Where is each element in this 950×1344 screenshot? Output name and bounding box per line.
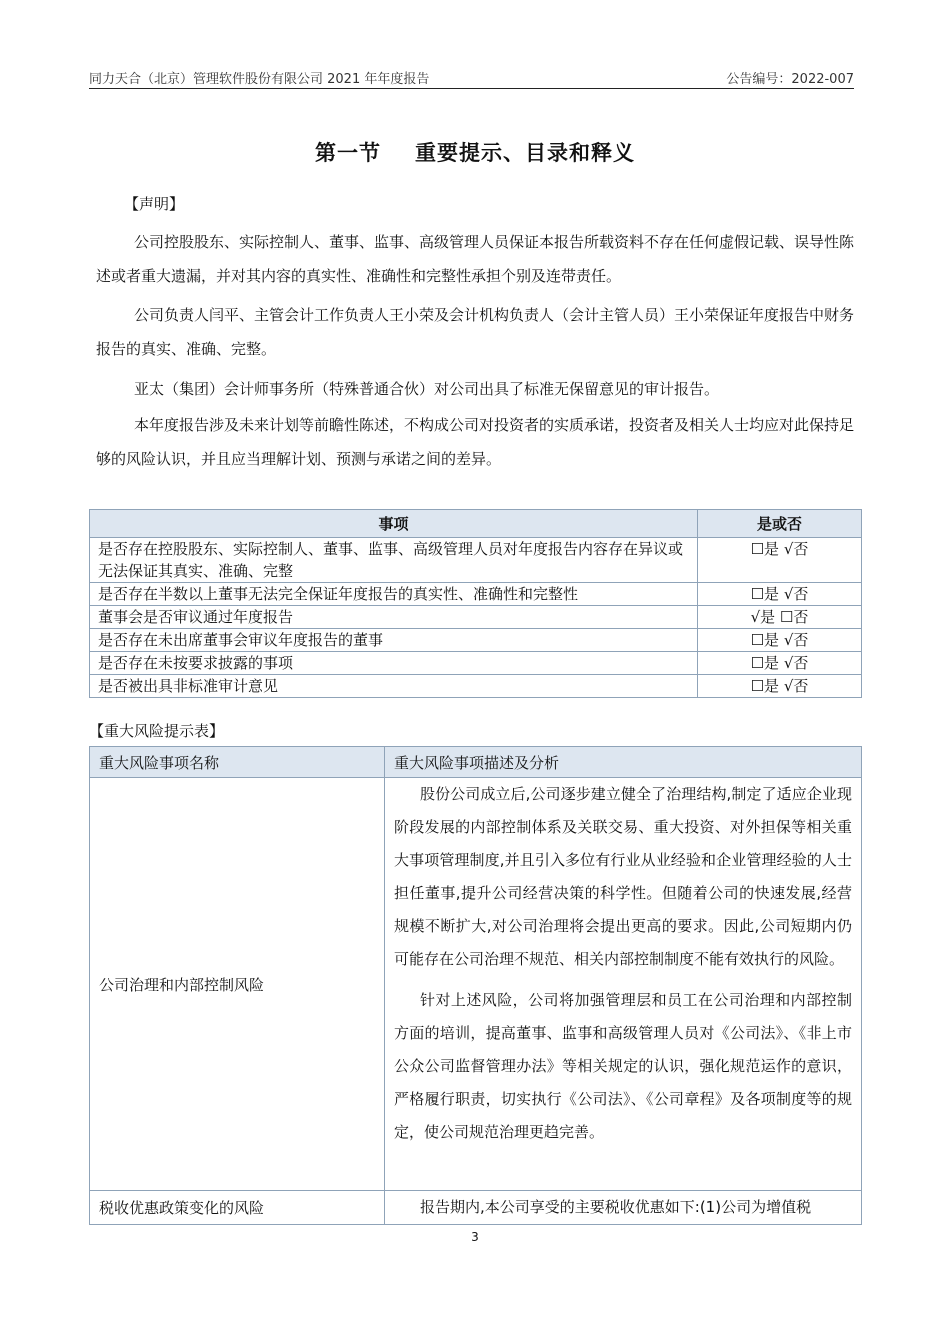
page-number: 3 [471,1230,479,1244]
section-number: 第一节 [315,141,381,165]
confirmation-table [89,509,862,698]
row-item: 是否存在未出席董事会审议年度报告的董事 [90,629,698,652]
page-header [89,66,854,89]
row-answer: ☐是 √否 [698,629,862,652]
section-title [0,137,950,167]
row-answer: √是 ☐否 [698,606,862,629]
table-row [90,606,862,629]
row-answer: ☐是 √否 [698,538,862,583]
risk-desc-paragraph: 针对上述风险，公司将加强管理层和员工在公司治理和内部控制方面的培训，提高董事、监事和高级管理人员对《公司法》、《非上市公众公司监督管理办法》等相关规定的认识，强化规范运作的意识，严格履行职责，切实执行《公司法》、《公司章程》及各项制度等的规定，使公司规范治理更趋完善。 [394,991,852,1141]
section-heading: 重要提示、目录和释义 [415,141,635,165]
risk-table [89,746,862,1225]
table-row [90,583,862,606]
row-item: 董事会是否审议通过年度报告 [90,606,698,629]
row-answer: ☐是 √否 [698,675,862,698]
column-header-answer: 是或否 [698,510,862,538]
column-header-item: 事项 [90,510,698,538]
row-answer: ☐是 √否 [698,652,862,675]
row-item: 是否存在半数以上董事无法完全保证年度报告的真实性、准确性和完整性 [90,583,698,606]
table-row [90,652,862,675]
table-row [90,538,862,583]
table-row [90,778,862,1191]
row-item: 是否被出具非标准审计意见 [90,675,698,698]
row-answer: ☐是 √否 [698,583,862,606]
statement-paragraph: 公司负责人闫平、主管会计工作负责人王小荣及会计机构负责人（会计主管人员）王小荣保证年度报告中财务报告的真实、准确、完整。 [96,306,855,358]
risk-table-heading: 【重大风险提示表】 [89,722,225,740]
risk-desc-paragraph: 股份公司成立后,公司逐步建立健全了治理结构,制定了适应企业现阶段发展的内部控制体系及关联交易、重大投资、对外担保等相关重大事项管理制度,并且引入多位有行业从业经验和企业管理经验的人士担任董事,提升公司经营决策的科学性。但随着公司的快速发展,经营规模不断扩大,对公司治理将会提出更高的要求。因此,公司短期内仍可能存在公司治理不规范、相关内部控制制度不能有效执行的风险。 [394,785,852,968]
row-item: 是否存在控股股东、实际控制人、董事、监事、高级管理人员对年度报告内容存在异议或无法保证其真实、准确、完整 [90,538,698,583]
table-row [90,675,862,698]
statement-paragraph: 本年度报告涉及未来计划等前瞻性陈述，不构成公司对投资者的实质承诺，投资者及相关人士均应对此保持足够的风险认识，并且应当理解计划、预测与承诺之间的差异。 [96,416,855,468]
risk-description [385,778,862,1191]
table-row [90,629,862,652]
risk-name: 公司治理和内部控制风险 [90,778,385,1191]
statement-heading: 【声明】 [124,195,185,213]
table-header-row [90,747,862,778]
table-header-row [90,510,862,538]
report-title: 同力天合（北京）管理软件股份有限公司 2021 年年度报告 [89,72,430,87]
risk-description [385,1191,862,1225]
row-item: 是否存在未按要求披露的事项 [90,652,698,675]
announcement-number: 公告编号：2022-007 [726,72,854,87]
column-header-risk-name: 重大风险事项名称 [90,747,385,778]
risk-name: 税收优惠政策变化的风险 [90,1191,385,1225]
column-header-risk-desc: 重大风险事项描述及分析 [385,747,862,778]
statement-paragraph: 亚太（集团）会计师事务所（特殊普通合伙）对公司出具了标准无保留意见的审计报告。 [134,380,720,398]
statement-paragraph: 公司控股股东、实际控制人、董事、监事、高级管理人员保证本报告所载资料不存在任何虚假记载、误导性陈述或者重大遗漏，并对其内容的真实性、准确性和完整性承担个别及连带责任。 [96,233,855,285]
risk-desc-paragraph: 报告期内,本公司享受的主要税收优惠如下:(1)公司为增值税 [420,1198,812,1216]
table-row [90,1191,862,1225]
